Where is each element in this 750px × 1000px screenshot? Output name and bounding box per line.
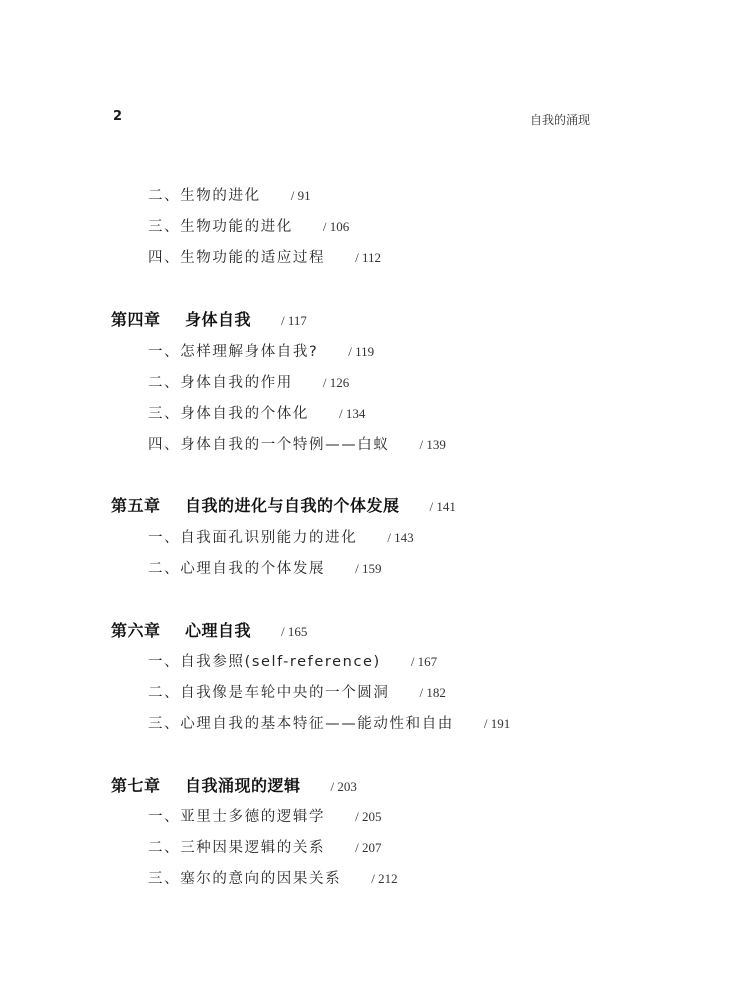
toc-entry-title: 一、自我参照(self-reference): [148, 654, 381, 670]
toc-entry-page: / 117: [281, 313, 307, 328]
toc-entry-page: / 207: [355, 840, 382, 855]
toc-entry-page: / 167: [410, 654, 438, 669]
toc-entry-page: / 139: [419, 437, 446, 452]
toc-entry-page: / 165: [281, 624, 308, 639]
toc-entry-page: / 143: [387, 530, 414, 545]
toc-entry: [148, 246, 381, 267]
toc-entry-page: / 159: [355, 561, 382, 576]
toc-entry: [148, 340, 374, 361]
toc-chapter-heading: [111, 307, 307, 330]
toc-entry-page: / 212: [371, 871, 398, 886]
toc-entry: [148, 836, 381, 857]
toc-entry-title: 二、身体自我的作用: [148, 375, 293, 391]
toc-entry: [148, 184, 311, 205]
toc-entry-title: 一、怎样理解身体自我?: [148, 344, 319, 360]
chapter-title: 心理自我: [185, 621, 252, 640]
toc-entry: [148, 371, 349, 392]
toc-entry: [148, 805, 381, 826]
chapter-number: 第七章: [111, 776, 161, 795]
toc-entry-title: 三、塞尔的意向的因果关系: [148, 871, 342, 887]
toc-chapter-heading: [111, 618, 307, 641]
running-head: 自我的涌现: [529, 113, 590, 127]
toc-entry-page: / 119: [348, 344, 375, 359]
toc-entry: [148, 712, 510, 733]
toc-entry-page: / 91: [290, 188, 311, 203]
toc-chapter-heading: [111, 493, 456, 516]
toc-entry: [148, 433, 446, 454]
chapter-title: 自我的进化与自我的个体发展: [185, 496, 400, 515]
toc-chapter-heading: [111, 773, 357, 796]
chapter-number: 第六章: [111, 621, 161, 640]
toc-entry-title: 三、身体自我的个体化: [148, 406, 309, 422]
toc-entry-page: / 203: [330, 779, 357, 794]
toc-entry: [148, 402, 365, 423]
toc-entry-title: 二、自我像是车轮中央的一个圆洞: [148, 685, 390, 701]
toc-entry-page: / 112: [355, 250, 381, 265]
toc-entry-title: 二、生物的进化: [148, 188, 261, 204]
chapter-number: 第四章: [111, 310, 161, 329]
chapter-title: 自我涌现的逻辑: [185, 776, 301, 795]
toc-entry-title: 四、生物功能的适应过程: [148, 250, 326, 266]
toc-entry-page: / 205: [355, 809, 382, 824]
toc-entry-page: / 182: [419, 685, 446, 700]
chapter-title: 身体自我: [185, 310, 252, 329]
toc-entry-page: / 134: [339, 406, 366, 421]
chapter-number: 第五章: [111, 496, 161, 515]
toc-entry: [148, 215, 349, 236]
toc-entry-title: 二、三种因果逻辑的关系: [148, 840, 326, 856]
toc-entry: [148, 557, 381, 578]
toc-entry-title: 三、心理自我的基本特征——能动性和自由: [148, 716, 454, 732]
toc-entry: [148, 526, 414, 547]
toc-entry-title: 二、心理自我的个体发展: [148, 561, 326, 577]
page-number: 2: [113, 109, 123, 124]
toc-entry-page: / 106: [322, 219, 350, 234]
toc-entry-page: / 126: [322, 375, 350, 390]
toc-entry-title: 一、亚里士多德的逻辑学: [148, 809, 326, 825]
toc-entry-page: / 141: [429, 499, 456, 514]
toc-entry-page: / 191: [483, 716, 511, 731]
toc-entry-title: 一、自我面孔识别能力的进化: [148, 530, 358, 546]
toc-entry-title: 四、身体自我的一个特例——白蚁: [148, 437, 390, 453]
toc-entry: [148, 681, 446, 702]
toc-entry-title: 三、生物功能的进化: [148, 219, 293, 235]
toc-entry: [148, 867, 398, 888]
toc-entry: [148, 650, 437, 671]
